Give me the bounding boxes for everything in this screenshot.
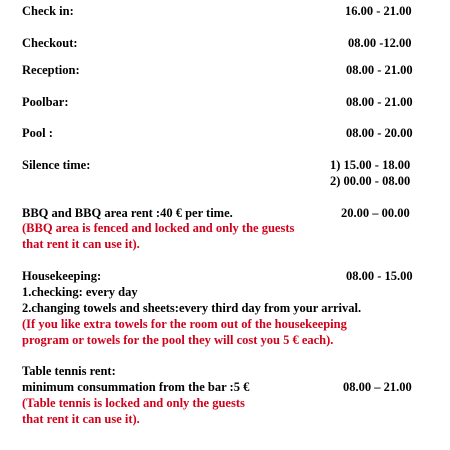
housekeeping-item-2: 2.changing towels and sheets:every third day from your arrival. xyxy=(22,301,362,315)
housekeeping-time: 08.00 - 15.00 xyxy=(346,269,413,283)
checkin-label: Check in: xyxy=(22,4,74,18)
pool-label: Pool : xyxy=(22,126,53,140)
reception-time: 08.00 - 21.00 xyxy=(346,63,413,77)
checkout-time: 08.00 -12.00 xyxy=(348,36,412,50)
table-tennis-time: 08.00 – 21.00 xyxy=(343,380,412,394)
bbq-label: BBQ and BBQ area rent :40 € per time. xyxy=(22,206,233,220)
bbq-note-line-2: that rent it can use it). xyxy=(22,237,140,251)
housekeeping-note-line-1: (If you like extra towels for the room out of the housekeeping xyxy=(22,317,347,331)
silence-time-2: 2) 00.00 - 08.00 xyxy=(330,174,411,188)
bbq-note-line-1: (BBQ area is fenced and locked and only the guests xyxy=(22,221,295,235)
housekeeping-note-line-2: program or towels for the pool they will cost you 5 € each). xyxy=(22,333,334,347)
silence-label: Silence time: xyxy=(22,158,91,172)
checkin-time: 16.00 - 21.00 xyxy=(345,4,412,18)
bbq-time: 20.00 – 00.00 xyxy=(341,206,410,220)
table-tennis-note-line-2: that rent it can use it). xyxy=(22,412,140,426)
housekeeping-label: Housekeeping: xyxy=(22,269,102,283)
poolbar-label: Poolbar: xyxy=(22,95,69,109)
checkout-label: Checkout: xyxy=(22,36,78,50)
silence-time-1: 1) 15.00 - 18.00 xyxy=(330,158,411,172)
table-tennis-label: Table tennis rent: xyxy=(22,364,116,378)
housekeeping-item-1: 1.checking: every day xyxy=(22,285,138,299)
poolbar-time: 08.00 - 21.00 xyxy=(346,95,413,109)
table-tennis-note-line-1: (Table tennis is locked and only the guests xyxy=(22,396,245,410)
reception-label: Reception: xyxy=(22,63,80,77)
table-tennis-line-2: minimum consummation from the bar :5 € xyxy=(22,380,250,394)
pool-time: 08.00 - 20.00 xyxy=(346,126,413,140)
